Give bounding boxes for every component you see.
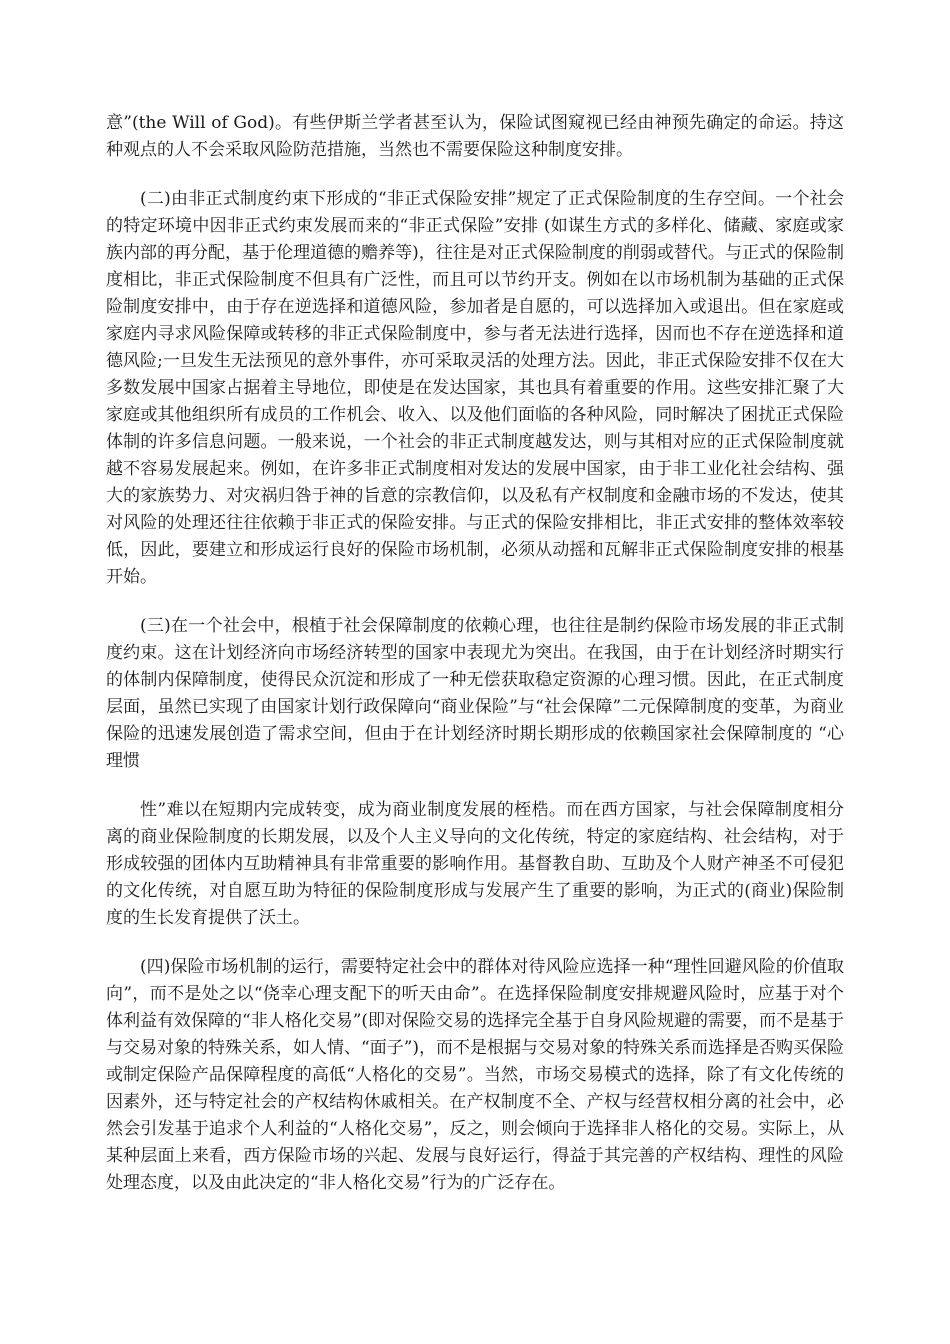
paragraph-section-3: (三)在一个社会中，根植于社会保障制度的依赖心理，也往往是制约保险市场发展的非正式制度约束。这在计划经济向市场经济转型的国家中表现尤为突出。在我国，由于在计划经济时期实行的体制内保障制度，使得民众沉淀和形成了一种无偿获取稳定资源的心理习惯。因此，在正式制度层面，虽然已实现了由国家计划行政保障向“商业保险”与“社会保障”二元保障制度的变革，为商业保险的迅速发展创造了需求空间，但由于在计划经济时期长期形成的依赖国家社会保障制度的 “心理惯 — [106, 616, 844, 771]
paragraph-section-4: (四)保险市场机制的运行，需要特定社会中的群体对待风险应选择一种“理性回避风险的价值取向”，而不是处之以“侥幸心理支配下的听天由命”。在选择保险制度安排规避风险时，应基于对个体利益有效保障的“非人格化交易”(即对保险交易的选择完全基于自身风险规避的需要，而不是基于与交易对象的特殊关系，如人情、“面子”)，而不是根据与交易对象的特殊关系而选择是否购买保险或制定保险产品保障程度的高低“人格化的交易”。当然，市场交易模式的选择，除了有文化传统的因素外，还与特定社会的产权结构休戚相关。在产权制度不全、产权与经营权相分离的社会中，必然会引发基于追求个人利益的“人格化交易”，反之，则会倾向于选择非人格化的交易。实际上，从某种层面上来看，西方保险市场的兴起、发展与良好运行，得益于其完善的产权结构、理性的风险处理态度，以及由此决定的“非人格化交易”行为的广泛存在。 — [106, 957, 845, 1193]
paragraph-section-2: (二)由非正式制度约束下形成的“非正式保险安排”规定了正式保险制度的生存空间。一个社会的特定环境中因非正式约束发展而来的“非正式保险”安排 (如谋生方式的多样化、储藏、家庭或家族内部的再分配，基于伦理道德的赡养等)，往往是对正式保险制度的削弱或替代。与正式的保险制度相比，非正式保险制度不但具有广泛性，而且可以节约开支。例如在以市场机制为基础的正式保险制度安排中，由于存在逆选择和道德风险，参加者是自愿的，可以选择加入或退出。但在家庭或家庭内寻求风险保障或转移的非正式保险制度中，参与者无法进行选择，因而也不存在逆选择和道德风险;一旦发生无法预见的意外事件，亦可采取灵活的处理方法。因此，非正式保险安排不仅在大多数发展中国家占据着主导地位，即使是在发达国家，其也具有着重要的作用。这些安排汇聚了大家庭或其他组织所有成员的工作机会、收入、以及他们面临的各种风险，同时解决了困扰正式保险体制的许多信息问题。一般来说，一个社会的非正式制度越发达，则与其相对应的正式保险制度就越不容易发展起来。例如，在许多非正式制度相对发达的发展中国家，由于非工业化社会结构、强大的家族势力、对灾祸归咎于神的旨意的宗教信仰，以及私有产权制度和金融市场的不发达，使其对风险的处理还往往依赖于非正式的保险安排。与正式的保险安排相比，非正式安排的整体效率较低，因此，要建立和形成运行良好的保险市场机制，必须从动摇和瓦解非正式保险制度安排的根基开始。 — [106, 189, 844, 587]
paragraph-section-3-continued: 性”难以在短期内完成转变，成为商业制度发展的桎梏。而在西方国家，与社会保障制度相分离的商业保险制度的长期发展，以及个人主义导向的文化传统，特定的家庭结构、社会结构，对于形成较强的团体内互助精神具有非常重要的影响作用。基督教自助、互助及个人财产神圣不可侵犯的文化传统，对自愿互助为特征的保险制度形成与发展产生了重要的影响，为正式的(商业)保险制度的生长发育提供了沃土。 — [106, 800, 844, 928]
paragraph-continuation: 意”(the Will of God)。有些伊斯兰学者甚至认为，保险试图窥视已经由神预先确定的命运。持这种观点的人不会采取风险防范措施，当然也不需要保险这种制度安排。 — [106, 113, 844, 160]
